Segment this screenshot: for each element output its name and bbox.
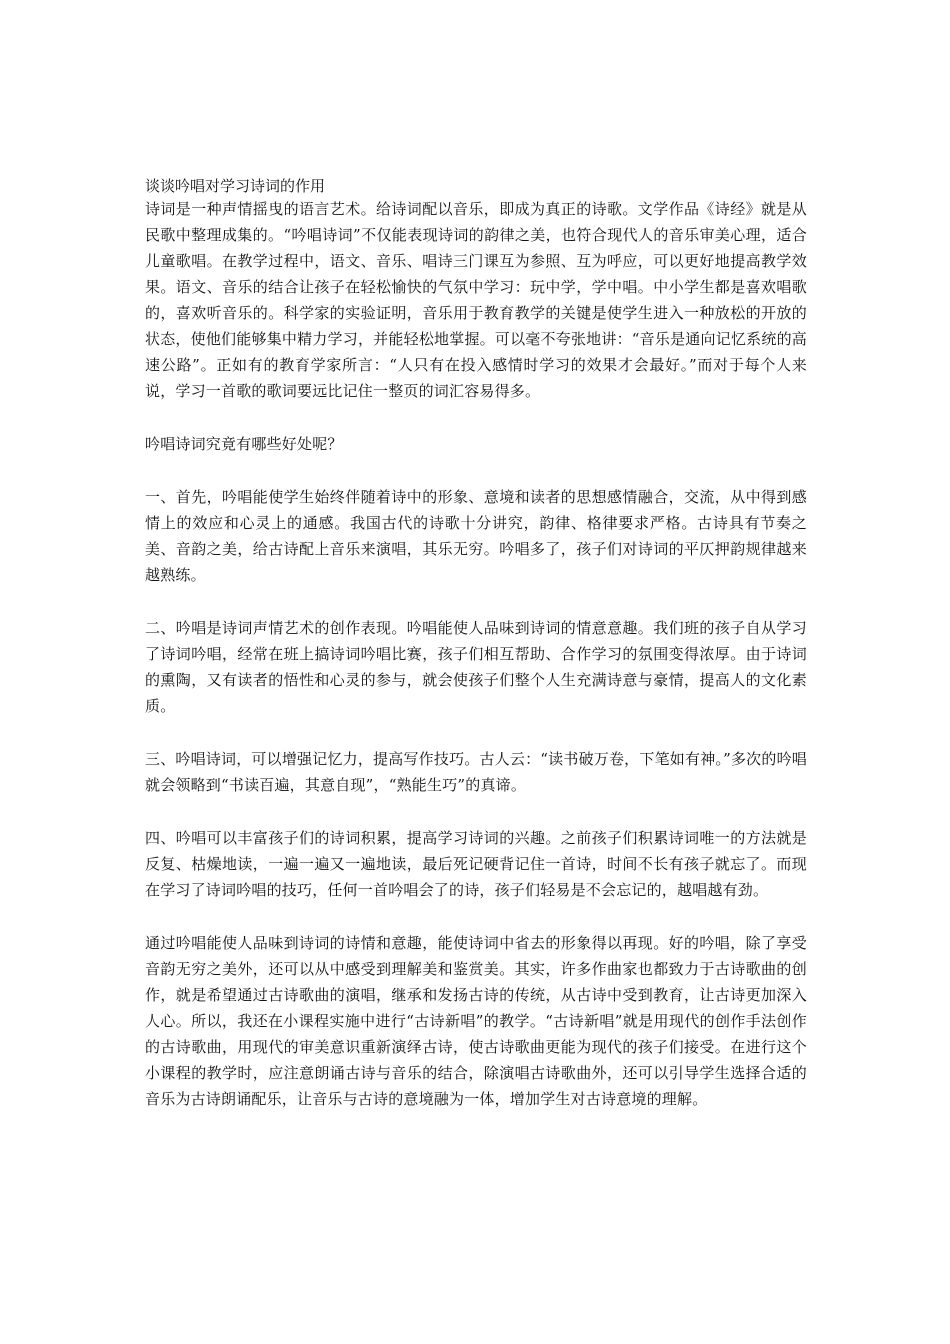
point-one-paragraph: 一、首先，吟唱能使学生始终伴随着诗中的形象、意境和读者的思想感情融合，交流，从中得到感情上的效应和心灵上的通感。我国古代的诗歌十分讲究，韵律、格律要求严格。古诗具有节奏之美、音韵之美，给古诗配上音乐来演唱，其乐无穷。吟唱多了，孩子们对诗词的平仄押韵规律越来越熟练。	[145, 488, 807, 584]
paragraph-spacer	[145, 404, 807, 431]
document-title: 谈谈吟唱对学习诗词的作用	[145, 177, 326, 195]
intro-paragraph: 诗词是一种声情摇曳的语言艺术。给诗词配以音乐，即成为真正的诗歌。文学作品《诗经》就是从民歌中整理成集的。“吟唱诗词”不仅能表现诗词的韵律之美，也符合现代人的音乐审美心理，适合儿童歌唱。在教学过程中，语文、音乐、唱诗三门课互为参照、互为呼应，可以更好地提高教学效果。语文、音乐的结合让孩子在轻松愉快的气氛中学习：玩中学，学中唱。中小学生都是喜欢唱歌的，喜欢听音乐的。科学家的实验证明，音乐用于教育教学的关键是使学生进入一种放松的开放的状态，使他们能够集中精力学习，并能轻松地掌握。可以毫不夸张地讲：“音乐是通向记忆系统的高速公路”。正如有的教育学家所言：“人只有在投入感情时学习的效果才会最好。”而对于每个人来说，学习一首歌的歌词要远比记住一整页的词汇容易得多。	[145, 200, 807, 400]
point-four-paragraph: 四、吟唱可以丰富孩子们的诗词积累，提高学习诗词的兴趣。之前孩子们积累诗词唯一的方法就是反复、枯燥地读，一遍一遍又一遍地读，最后死记硬背记住一首诗，时间不长有孩子就忘了。而现在学习了诗词吟唱的技巧，任何一首吟唱会了的诗，孩子们轻易是不会忘记的，越唱越有劲。	[145, 829, 807, 899]
point-three-paragraph: 三、吟唱诗词，可以增强记忆力，提高写作技巧。古人云：“读书破万卷，下笔如有神。”多次的吟唱就会领略到“书读百遍，其意自现”，“熟能生巧”的真谛。	[145, 750, 807, 794]
paragraph-spacer	[145, 903, 807, 930]
point-two-paragraph: 二、吟唱是诗词声情艺术的创作表现。吟唱能使人品味到诗词的情意意趣。我们班的孩子自从学习了诗词吟唱，经常在班上搞诗词吟唱比赛，孩子们相互帮助、合作学习的氛围变得浓厚。由于诗词的熏陶，又有读者的悟性和心灵的参与，就会使孩子们整个人生充满诗意与豪情，提高人的文化素质。	[145, 619, 807, 715]
document-page	[145, 176, 807, 1112]
paragraph-spacer	[145, 457, 807, 484]
conclusion-paragraph: 通过吟唱能使人品味到诗词的诗情和意趣，能使诗词中省去的形象得以再现。好的吟唱，除了享受音韵无穷之美外，还可以从中感受到理解美和鉴赏美。其实，许多作曲家也都致力于古诗歌曲的创作，就是希望通过古诗歌曲的演唱，继承和发扬古诗的传统，从古诗中受到教育，让古诗更加深入人心。所以，我还在小课程实施中进行“古诗新唱”的教学。“古诗新唱”就是用现代的创作手法创作的古诗歌曲，用现代的审美意识重新演绎古诗，使古诗歌曲更能为现代的孩子们接受。在进行这个小课程的教学时，应注意朗诵古诗与音乐的结合，除演唱古诗歌曲外，还可以引导学生选择合适的音乐为古诗朗诵配乐，让音乐与古诗的意境融为一体，增加学生对古诗意境的理解。	[145, 934, 807, 1108]
paragraph-spacer	[145, 719, 807, 746]
paragraph-spacer	[145, 588, 807, 615]
paragraph-spacer	[145, 798, 807, 825]
question-paragraph: 吟唱诗词究竟有哪些好处呢？	[145, 435, 343, 453]
